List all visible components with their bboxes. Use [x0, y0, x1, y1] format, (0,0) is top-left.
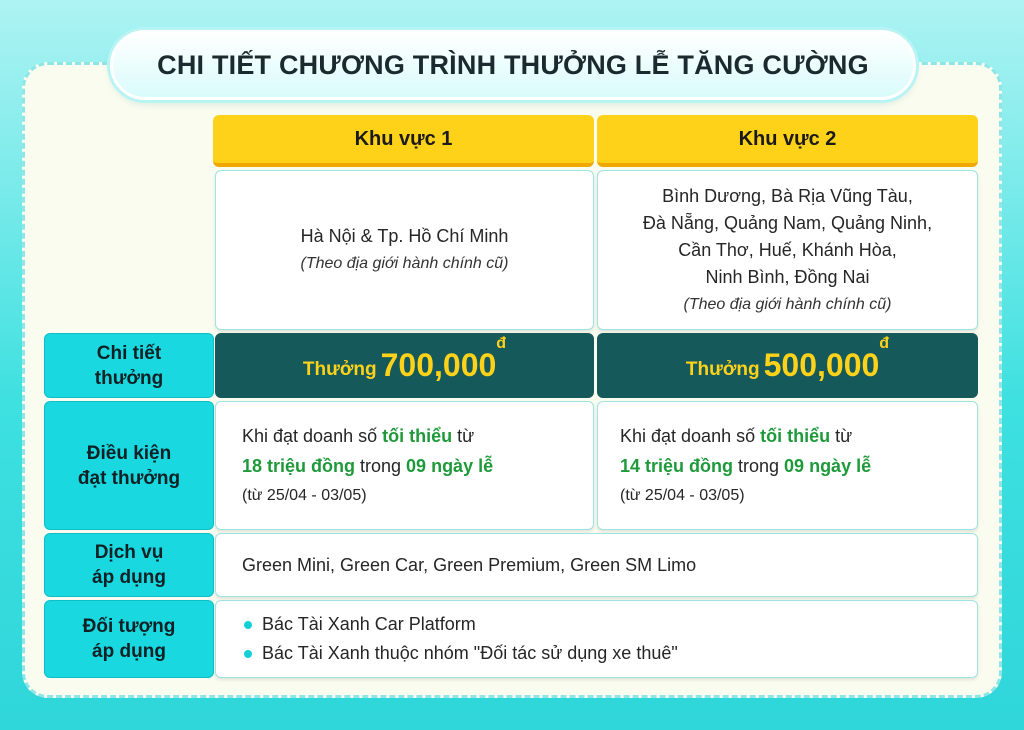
condition-line-1 [242, 421, 593, 451]
condition-date-range: (từ 25/04 - 03/05) [242, 486, 367, 504]
condition-text: trong [733, 455, 785, 476]
condition-line-2 [620, 451, 977, 481]
label-line: Điều kiện [86, 442, 172, 464]
condition-amount: 14 triệu đồng [620, 455, 734, 476]
label-service [44, 533, 214, 597]
condition-text: Khi đạt doanh số [242, 425, 383, 446]
region-2-area [597, 170, 978, 330]
reward-amount: 500,000 [763, 347, 880, 383]
region-1-condition [215, 401, 594, 530]
label-reward-detail [44, 333, 214, 398]
label-condition [44, 401, 214, 530]
region-2-header [597, 115, 978, 167]
region-1-reward [215, 333, 594, 398]
label-line: Dịch vụ [94, 542, 164, 563]
targets-cell [215, 600, 978, 678]
reward-amount: 700,000 [380, 347, 497, 383]
condition-line-1 [620, 421, 977, 451]
condition-text: trong [355, 455, 407, 476]
region-2-note: (Theo địa giới hành chính cũ) [683, 295, 892, 313]
condition-days: 09 ngày lễ [784, 455, 872, 476]
label-line: áp dụng [92, 641, 166, 662]
region-2-condition [597, 401, 978, 530]
target-item [244, 639, 977, 668]
reward-currency: đ [496, 335, 507, 352]
bullet-dot-icon [244, 650, 252, 658]
region-2-area-line: Cần Thơ, Huế, Khánh Hòa, [678, 239, 897, 260]
title-banner [110, 30, 916, 100]
label-line: thưởng [94, 367, 164, 389]
region-1-header-label: Khu vực 1 [354, 127, 453, 150]
reward-prefix: Thưởng [302, 358, 377, 380]
region-2-area-line: Bình Dương, Bà Rịa Vũng Tàu, [662, 185, 913, 206]
services-text: Green Mini, Green Car, Green Premium, Green SM Limo [242, 555, 697, 575]
region-2-area-line: Đà Nẵng, Quảng Nam, Quảng Ninh, [642, 212, 933, 233]
bullet-dot-icon [244, 621, 252, 629]
condition-date-range: (từ 25/04 - 03/05) [620, 486, 745, 504]
region-2-header-label: Khu vực 2 [738, 127, 837, 150]
condition-text: từ [452, 425, 475, 446]
condition-highlight: tối thiểu [760, 425, 831, 446]
label-target [44, 600, 214, 678]
region-2-area-line: Ninh Bình, Đồng Nai [705, 266, 870, 287]
label-line: Đối tượng [82, 616, 176, 637]
page-title: CHI TIẾT CHƯƠNG TRÌNH THƯỞNG LỄ TĂNG CƯỜNG [157, 49, 869, 80]
condition-text: từ [830, 425, 853, 446]
reward-prefix: Thưởng [685, 358, 760, 380]
condition-highlight: tối thiểu [382, 425, 453, 446]
region-1-area-text: Hà Nội & Tp. Hồ Chí Minh [300, 226, 509, 246]
condition-amount: 18 triệu đồng [242, 455, 356, 476]
label-line: áp dụng [92, 567, 166, 588]
condition-text: Khi đạt doanh số [620, 425, 761, 446]
label-line: đạt thưởng [77, 467, 181, 489]
services-cell [215, 533, 978, 597]
label-line: Chi tiết [96, 342, 162, 364]
region-1-header [213, 115, 594, 167]
target-text: Bác Tài Xanh Car Platform [262, 614, 476, 634]
reward-currency: đ [879, 335, 890, 352]
condition-line-2 [242, 451, 593, 481]
region-1-note: (Theo địa giới hành chính cũ) [300, 255, 509, 272]
target-text: Bác Tài Xanh thuộc nhóm "Đối tác sử dụng xe thuê" [262, 643, 678, 663]
region-1-area [215, 170, 594, 330]
region-2-reward [597, 333, 978, 398]
target-item [244, 610, 977, 639]
condition-days: 09 ngày lễ [406, 455, 494, 476]
